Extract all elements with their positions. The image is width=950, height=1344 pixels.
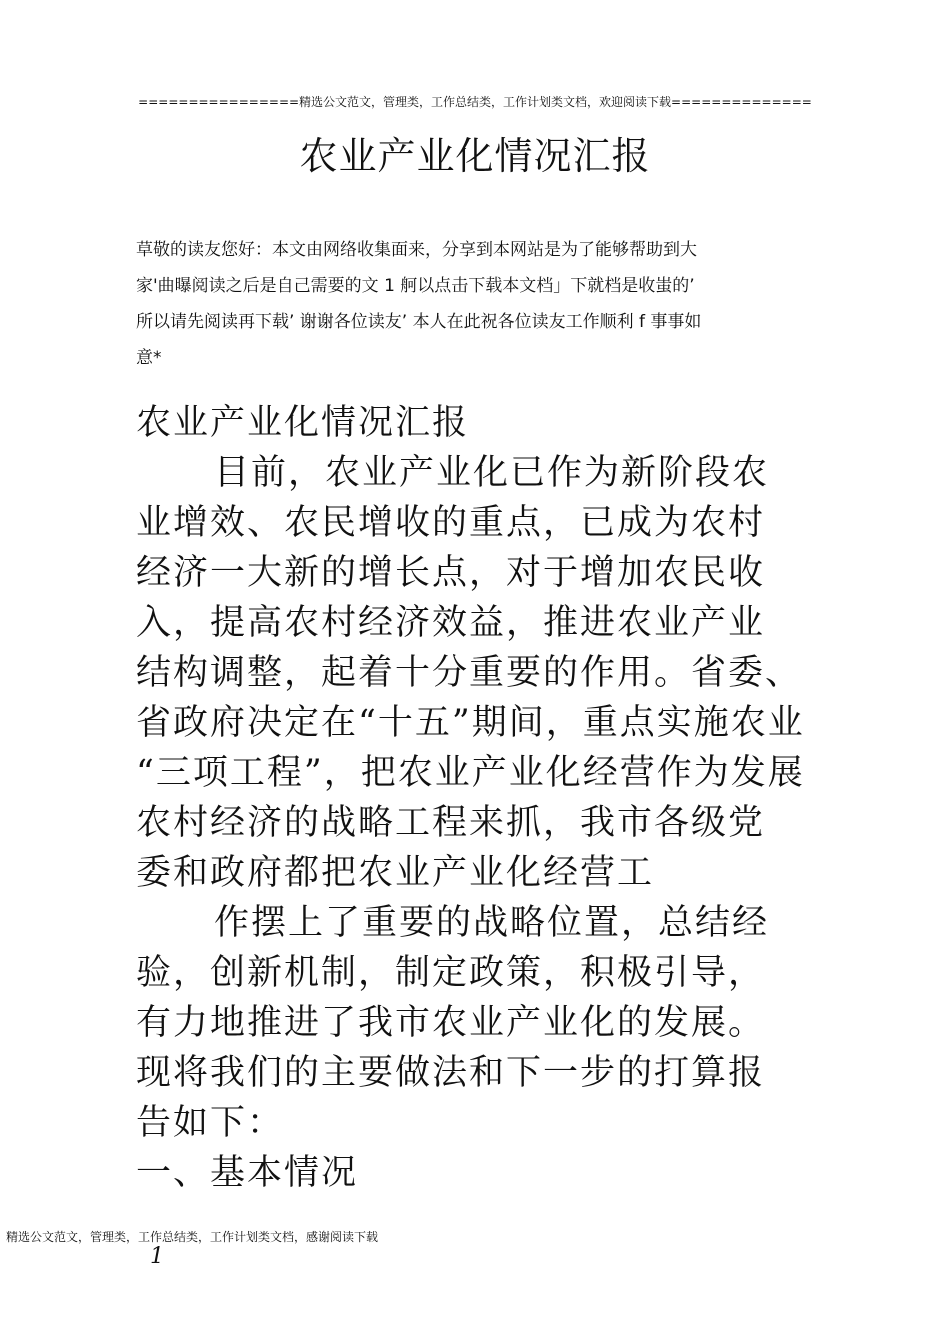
paragraph-line: 委和政府都把农业产业化经营工 — [136, 853, 655, 893]
paragraph-line: 现将我们的主要做法和下一步的打算报 — [136, 1053, 766, 1093]
paragraph-line: 农村经济的战略工程来抓，我市各级党 — [136, 803, 766, 843]
paragraph-line: 目前，农业产业化已作为新阶段农 — [214, 453, 770, 493]
page-number: 1 — [150, 1244, 164, 1269]
intro-line: 草敬的读友您好：本文由网络收集面来，分享到本网站是为了能够帮助到大 — [136, 240, 697, 260]
paragraph-line: 验，创新机制，制定政策，积极引导， — [136, 953, 766, 993]
header-banner: ================精选公文范文，管理类，工作总结类，工作计划类文档，欢迎阅读下载============== — [138, 95, 812, 109]
paragraph-line: 业增效、农民增收的重点，已成为农村 — [136, 503, 766, 543]
paragraph-line: 告如下： — [136, 1103, 285, 1143]
paragraph-line: 省政府决定在“十五”期间，重点实施农业 — [136, 703, 805, 743]
intro-line: 所以请先阅读再下载’ 谢谢各位读友’ 本人在此祝各位读友工作顺利 f 事事如 — [136, 312, 702, 332]
section-heading: 一、基本情况 — [136, 1153, 359, 1193]
intro-line: 意* — [136, 348, 162, 368]
document-title: 农业产业化情况汇报 — [299, 134, 651, 178]
paragraph-line: “三项工程”，把农业产业化经营作为发展 — [136, 753, 805, 793]
paragraph-line: 结构调整，起着十分重要的作用。省委、 — [136, 653, 803, 693]
section-heading: 农业产业化情况汇报 — [136, 403, 470, 443]
paragraph-line: 作摆上了重要的战略位置，总结经 — [214, 903, 770, 943]
paragraph-line: 经济一大新的增长点，对于增加农民收 — [136, 553, 766, 593]
paragraph-line: 有力地推进了我市农业产业化的发展。 — [136, 1003, 766, 1043]
intro-line: 家'曲曝阅读之后是自己需要的文 1 舸以点击下载本文档」下就档是收蚩的’ — [136, 276, 695, 296]
intro-notice — [136, 232, 826, 376]
body-text — [136, 398, 856, 1198]
paragraph-line: 入，提高农村经济效益，推进农业产业 — [136, 603, 766, 643]
footer-text: 精选公文范文，管理类，工作总结类，工作计划类文档，感谢阅读下载 — [6, 1230, 379, 1244]
